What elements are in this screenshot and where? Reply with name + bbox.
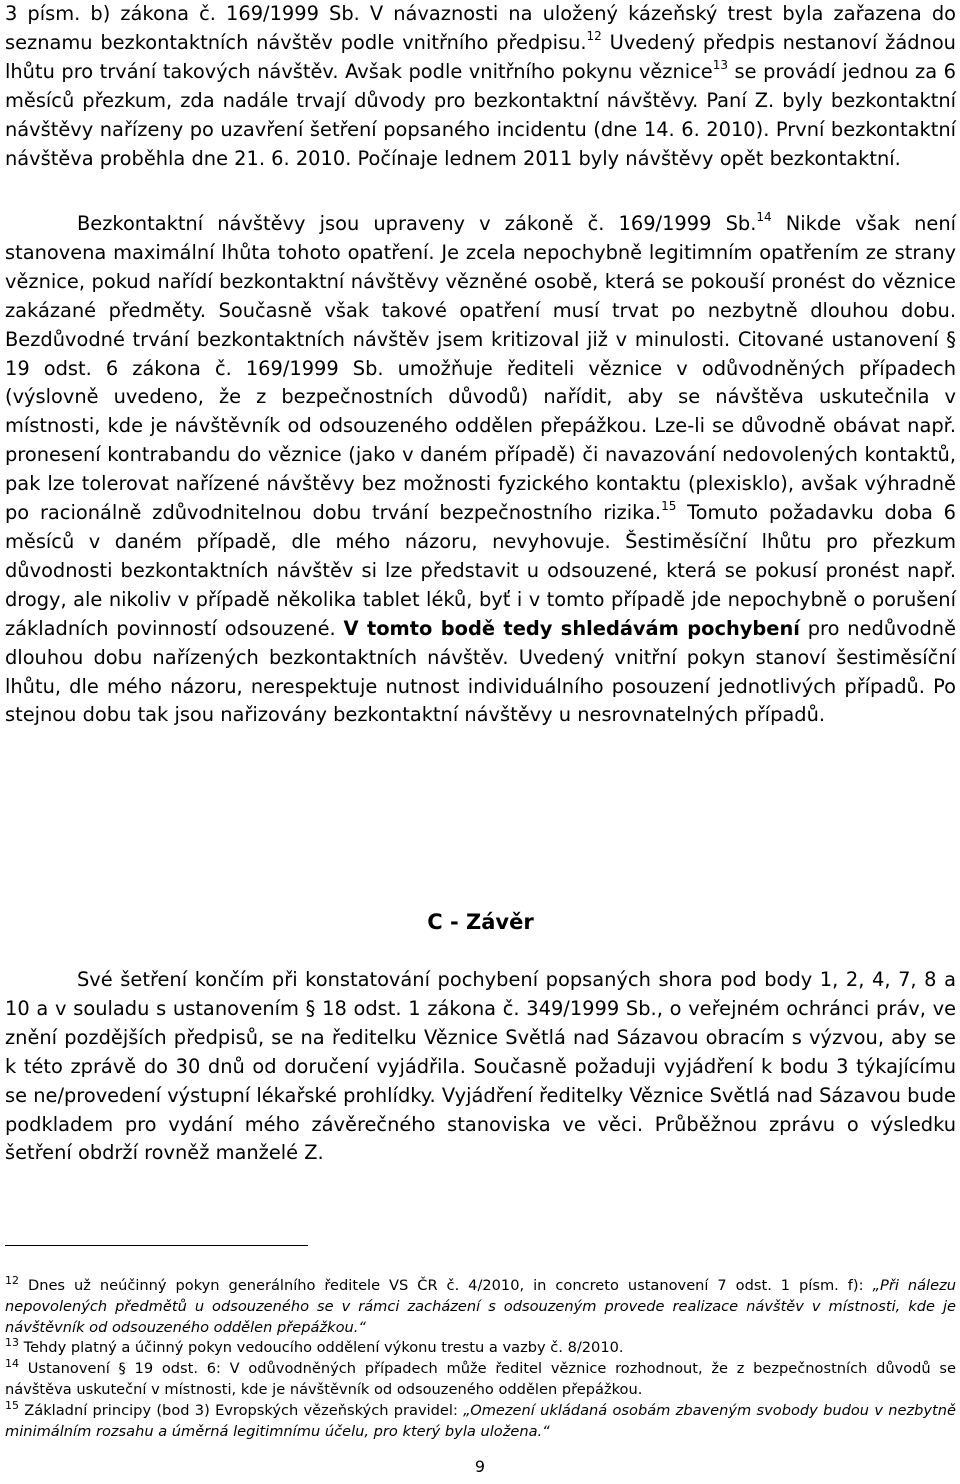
p2-text-3: Tomuto požadavku doba 6 měsíců v daném případě, dle mého názoru, nevyhovuje. Šestiměsíční lhůtu pro přezkum důvodnosti bezkontaktních návštěv si lze představit u odsouzené, která se pokusí pronést např. drogy, ale nikoliv v případě několika tablet léků, byť i v tomto případě jde nepochybně o porušení základních povinností odsouzené.	[5, 501, 957, 640]
footnote-13	[5, 1338, 956, 1359]
footnote-number: 12	[5, 1274, 19, 1287]
footnote-15	[5, 1398, 956, 1443]
footnote-ref-13[interactable]: 13	[712, 57, 729, 72]
footnote-14	[5, 1359, 956, 1401]
body-paragraph-1	[5, 0, 956, 173]
footnote-12	[5, 1276, 956, 1338]
p1-text-3: se provádí jednou za 6 měsíců přezkum, zda nadále trvají důvody pro bezkontaktní návštěvy. Paní Z. byly bezkontaktní návštěvy nařízeny po uzavření šetření popsaného incidentu (dne 14. 6. 2010). První bezkontaktní návštěva proběhla dne 21. 6. 2010. Počínaje lednem 2011 byly návštěvy opět bezkontaktní.	[5, 59, 957, 170]
p1-text-2: Uvedený předpis nestanoví žádnou lhůtu pro trvání takových návštěv. Avšak podle vnitřního pokynu věznice	[5, 30, 956, 83]
footnote-ref-12[interactable]: 12	[586, 28, 602, 43]
footnote-ref-14[interactable]: 14	[756, 210, 772, 224]
footnote-quote: „Při nálezu nepovolených předmětů u odsouzeného se v rámci zacházení s odsouzeným provede realizace návštěv v místnosti, kde je návštěvník od odsouzeného oddělen přepážkou.“	[5, 1277, 956, 1336]
footnote-quote: „Omezení ukládaná osobám zbaveným svobody budou v nezbytně minimálním rozsahu a úměrná legitimnímu účelu, pro který byla uložena.“	[5, 1401, 956, 1440]
footnote-text: Základní principy (bod 3) Evropských vězeňských pravidel:	[19, 1401, 464, 1419]
footnote-text: Dnes už neúčinný pokyn generálního ředitele VS ČR č. 4/2010, in concreto ustanovení 7 odst. 1 písm. f):	[19, 1277, 873, 1294]
footnote-ref-15[interactable]: 15	[661, 499, 677, 514]
footnotes	[5, 1276, 956, 1442]
section-heading: C - Závěr	[427, 910, 534, 934]
footnote-text: Ustanovení § 19 odst. 6: V odůvodněných případech může ředitel věznice rozhodnout, že z bezpečnostních důvodů se návštěva uskuteční v místnosti, kde je návštěvník od odsouzeného oddělen přepážkou.	[5, 1360, 956, 1398]
footnote-separator	[5, 1245, 308, 1246]
body-paragraph-3: Své šetření končím při konstatování pochybení popsaných shora pod body 1, 2, 4, 7, 8 a 10 a v souladu s ustanovením § 18 odst. 1 zákona č. 349/1999 Sb., o veřejném ochránci práv, ve znění pozdějších předpisů, se na ředitelku Věznice Světlá nad Sázavou obracím s výzvou, aby se k této zprávě do 30 dnů od doručení vyjádřila. Současně požaduji vyjádření k bodu 3 týkajícímu se ne/provedení výstupní lékařské prohlídky. Vyjádření ředitelky Věznice Světlá nad Sázavou bude podkladem pro vydání mého závěrečného stanoviska ve věci. Průběžnou zprávu o výsledku šetření obdrží rovněž manželé Z.	[5, 968, 956, 1165]
finding-bold: V tomto bodě tedy shledávám pochybení	[343, 616, 800, 640]
p1-text-1: 3 písm. b) zákona č. 169/1999 Sb. V návaznosti na uložený kázeňský trest byla zařazena do seznamu bezkontaktních návštěv podle vnitřního předpisu.	[5, 2, 956, 54]
footnote-number: 15	[5, 1398, 19, 1412]
p2-text-1: Bezkontaktní návštěvy jsou upraveny v zákoně č. 169/1999 Sb.	[77, 212, 757, 235]
p2-text-2: Nikde však není stanovena maximální lhůta tohoto opatření. Je zcela nepochybně legitimním opatřením ze strany věznice, pokud nařídí bezkontaktní návštěvy vězněné osobě, která se pokouší pronést do věznice zakázané předměty. Současně však takové opatření musí trvat po nezbytně dlouhou dobu. Bezdůvodné trvání bezkontaktních návštěv jsem kritizoval již v minulosti. Citované ustanovení § 19 odst. 6 zákona č. 169/1999 Sb. umožňuje řediteli věznice v odůvodněných případech (výslovně uvedeno, že z bezpečnostních důvodů) nařídit, aby se návštěva uskutečnila v místnosti, kde je návštěvník od odsouzeného oddělen přepážkou. Lze-li se důvodně obávat např. pronesení kontrabandu do věznice (jako v daném případě) či navazování nedovolených kontaktů, pak lze tolerovat nařízené návštěvy bez možnosti fyzického kontaktu (plexisklo), avšak výhradně po racionálně zdůvodnitelnou dobu trvání bezpečnostního rizika.	[5, 212, 957, 525]
footnote-number: 14	[5, 1357, 19, 1371]
page-number: 9	[474, 1457, 486, 1476]
body-paragraph-2	[5, 210, 956, 730]
footnote-number: 13	[5, 1336, 19, 1350]
footnote-text: Tehdy platný a účinný pokyn vedoucího oddělení výkonu trestu a vazby č. 8/2010.	[19, 1339, 624, 1357]
p2-text-4: pro nedůvodně dlouhou dobu nařízených bezkontaktních návštěv. Uvedený vnitřní pokyn stanoví šestiměsíční lhůtu, dle mého názoru, nerespektuje nutnost individuálního posouzení jednotlivých případů. Po stejnou dobu tak jsou nařizovány bezkontaktní návštěvy u nesrovnatelných případů.	[5, 616, 956, 727]
